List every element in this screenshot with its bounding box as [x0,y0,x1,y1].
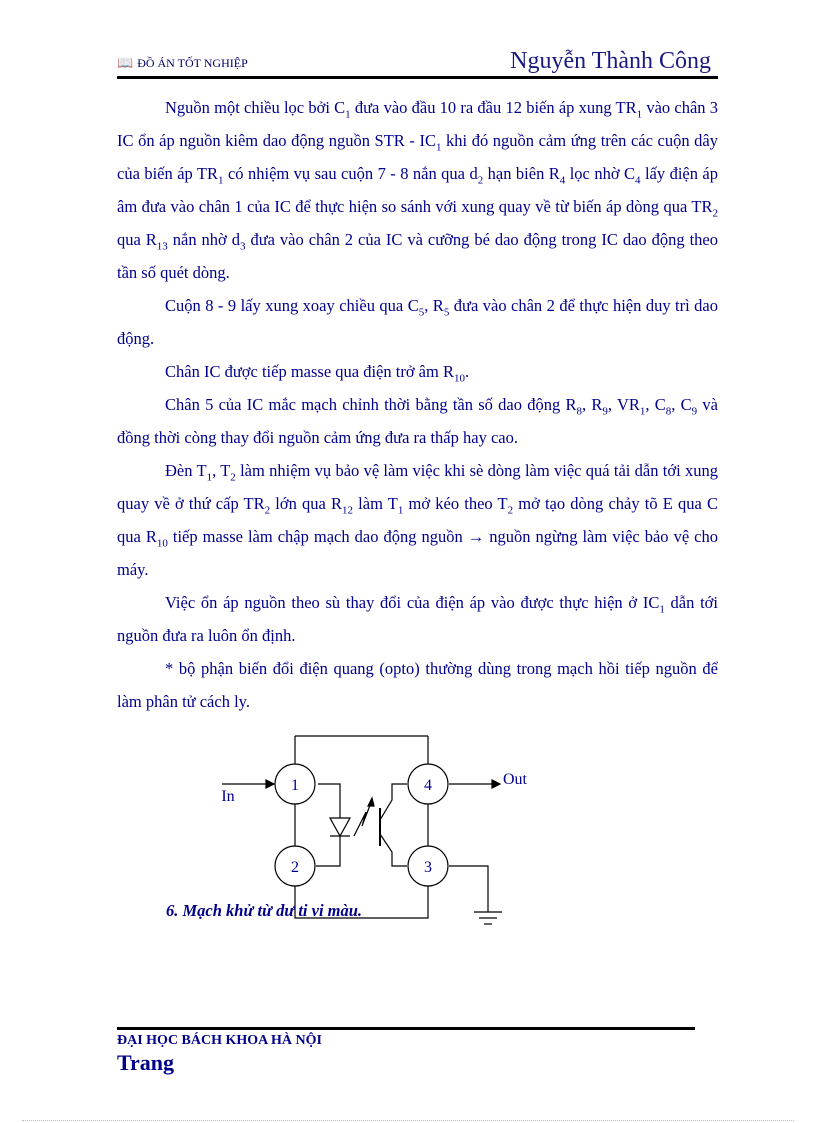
led-icon [330,818,350,836]
paragraph-4: Chân 5 của IC mắc mạch chỉnh thời bằng tần số dao động $R_8$, $R_9$, $VR_1$, $C_8$, $C_9$ và đồng thời còng thay đổi nguồn cảm ứng đưa ra thấp hay cao. [117,395,718,447]
input-arrow [266,780,274,788]
collector-wire [380,784,407,820]
paragraph-7: * bộ phận biến đổi điện quang (opto) thường dùng trong mạch hồi tiếp nguồn để làm phân tử cách ly. [117,659,718,711]
footer-page-label: Trang [117,1050,175,1075]
ground-wire [449,866,488,912]
section-caption: 6. Mạch khử từ dư ti vi màu. [166,901,363,920]
book-icon: 📖 [117,55,134,70]
document-body [117,91,718,718]
header-author: Nguyễn Thành Công [510,48,711,74]
light-arrow-head [368,798,374,806]
optocoupler-diagram [210,730,527,930]
output-arrow [492,780,500,788]
pin-3-label: 3 [424,859,432,876]
header-section-title: ĐỒ ÁN TỐT NGHIỆP [137,56,248,70]
input-label: In [221,788,235,805]
page-header [117,48,715,78]
paragraph-1: Nguồn một chiều lọc bởi $C_1$ đưa vào đầu 10 ra đầu 12 biến áp xung $TR_1$ vào chân 3 IC ổn áp nguồn kiêm dao động nguồn STR - $IC_1$ khi đó nguồn cảm ứng trên các cuộn dây của biến áp $TR_1$ có nhiệm vụ sau cuộn 7 - 8 nắn qua $d_2$ hạn biên $R_4$ lọc nhờ $C_4$ lấy điện áp âm đưa vào chân 1 của IC để thực hiện so sánh với xung quay về từ biến áp dòng qua $TR_2$ qua $R_{13}$ nắn nhờ $d_3$ đưa vào chân 2 của IC và cưỡng bé dao động trong IC dao động theo tần số quét dòng. [117,98,718,282]
output-label: Out [503,771,527,788]
paragraph-2: Cuộn 8 - 9 lấy xung xoay chiều qua $C_5$, $R_5$ đưa vào chân 2 để thực hiện duy trì dao động. [117,296,718,348]
paragraph-5: Đèn $T_1$, $T_2$ làm nhiệm vụ bảo vệ làm việc khi sè dòng làm việc quá tải dẫn tới xung quay về ở thứ cấp $TR_2$ lớn qua $R_{12}$ làm $T_1$ mở kéo theo $T_2$ mở tạo dòng chảy tõ E qua C qua $R_{10}$ tiếp masse làm chập mạch dao động nguồn → nguồn ngừng làm việc bảo vệ cho máy. [117,461,718,579]
pin-4-label: 4 [424,777,432,794]
pin-2-label: 2 [291,859,299,876]
page-bottom-edge [22,1120,794,1121]
footer-school: ĐẠI HỌC BÁCH KHOA HÀ NỘI [117,1033,322,1048]
diode-anode-wire [318,784,340,818]
pin-1-label: 1 [291,777,299,794]
paragraph-6: Việc ổn áp nguồn theo sù thay đổi của điện áp vào được thực hiện ở $IC_1$ dẫn tới nguồn đưa ra luôn ổn định. [117,593,718,645]
header-divider [117,76,718,79]
header-section [117,55,248,71]
diode-cathode-wire [316,836,340,866]
footer-divider [117,1027,695,1030]
paragraph-3: Chân IC được tiếp masse qua điện trở âm $R_{10}$. [165,362,470,385]
emitter-wire [380,834,407,866]
